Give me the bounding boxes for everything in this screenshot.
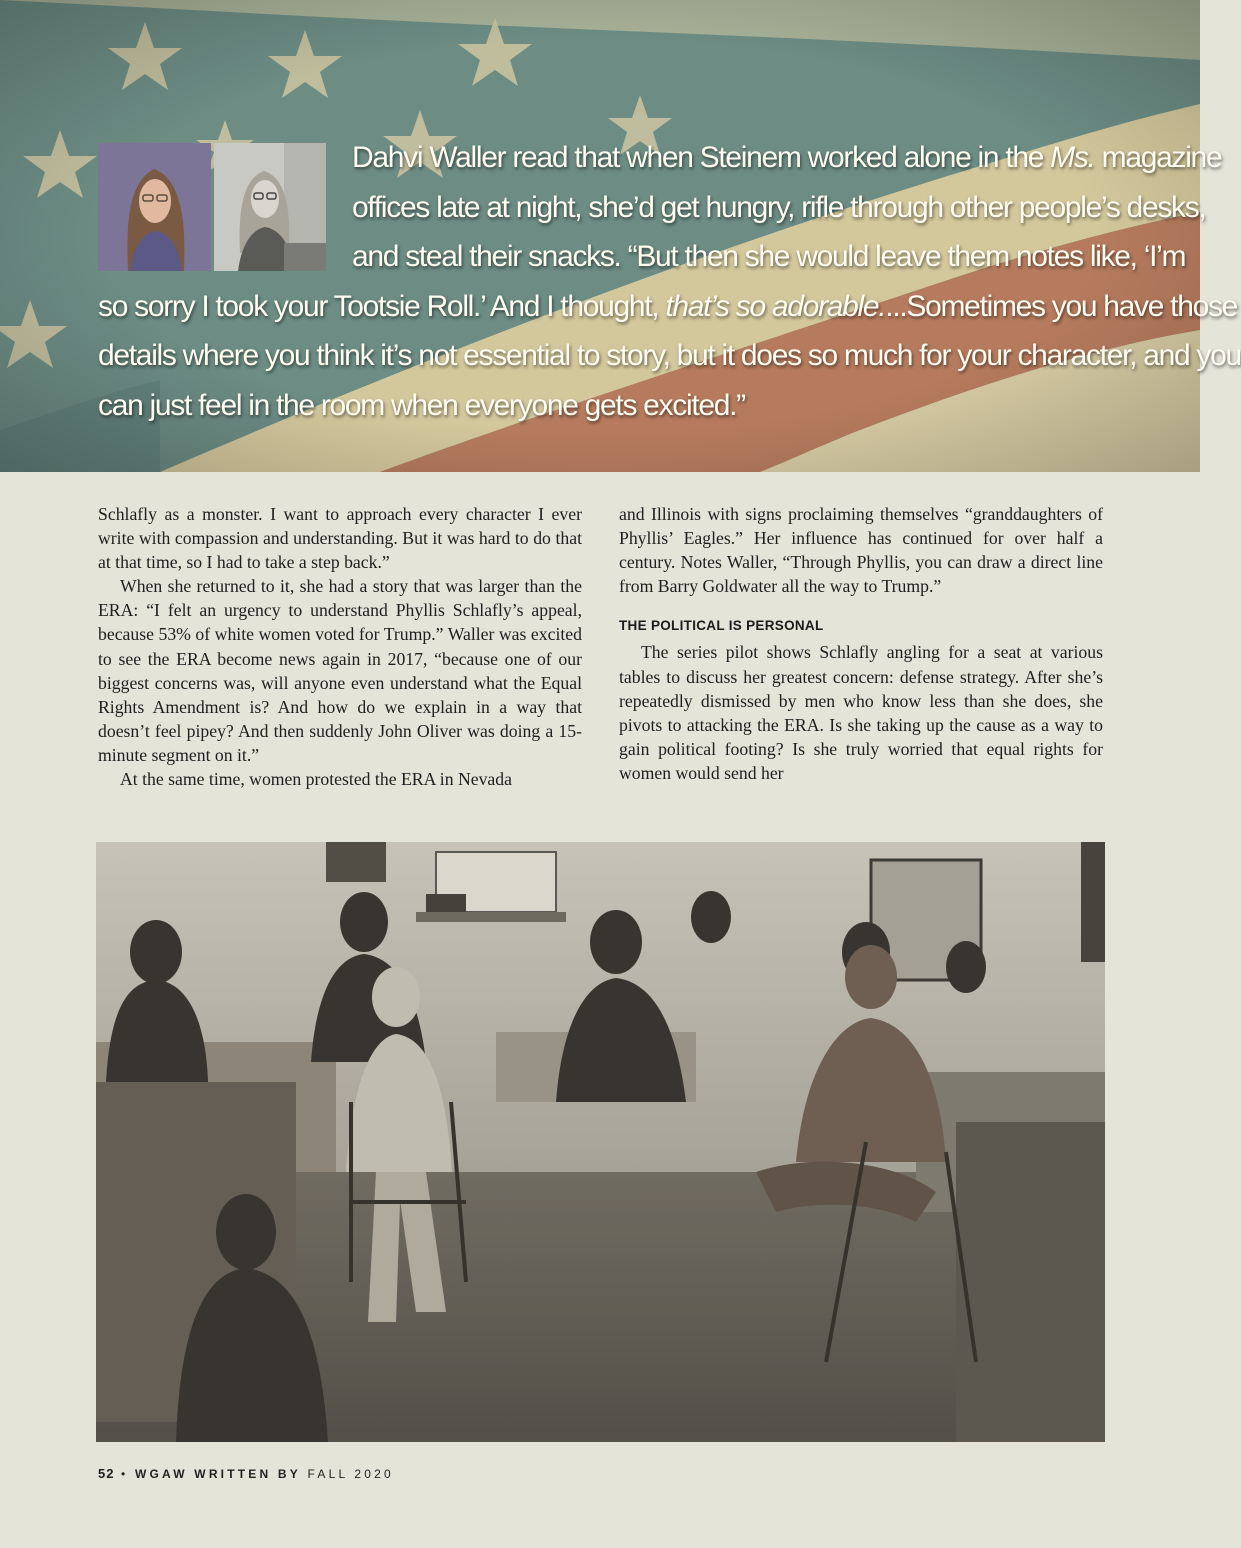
actress-portrait-photo bbox=[98, 143, 211, 271]
ms-magazine-office-photo bbox=[96, 842, 1105, 1442]
character-comparison-photos bbox=[98, 143, 338, 273]
pull-quote-line: Dahvi Waller read that when Steinem worked alone in the Ms. magazine bbox=[352, 141, 1222, 174]
article-column-left bbox=[98, 502, 582, 791]
issue-label: FALL 2020 bbox=[307, 1467, 394, 1481]
publication-name: WGAW WRITTEN BY bbox=[134, 1467, 301, 1481]
article-paragraph: When she returned to it, she had a story that was larger than the ERA: “I felt an urgency to understand Phyllis Schlafly’s appeal, because 53% of white women voted for Trump.” Waller was excited to see the ERA become news again in 2017, “because one of our biggest concerns was, will anyone even understand what the Equal Rights Amendment is? And how do we explain in a way that doesn’t feel pipey? And then suddenly John Oliver was doing a 15-minute segment on it.” bbox=[98, 576, 582, 765]
article-paragraph: Schlafly as a monster. I want to approach every character I ever write with compassion and understanding. But it was hard to do that at that time, so I had to take a step back.” bbox=[98, 504, 582, 573]
pull-quote-line: details where you think it’s not essential to story, but it does so much for your character, and you bbox=[98, 339, 1241, 372]
footer-separator: • bbox=[121, 1467, 129, 1481]
article-paragraph: and Illinois with signs proclaiming themselves “granddaughters of Phyllis’ Eagles.” Her influence has continued for over half a century. Notes Waller, “Through Phyllis, you can draw a direct line from Barry Goldwater all the way to Trump.” bbox=[619, 504, 1103, 597]
article-column-right bbox=[619, 502, 1103, 785]
pull-quote bbox=[98, 133, 1241, 430]
article-paragraph: At the same time, women protested the ERA in Nevada bbox=[120, 769, 512, 790]
historical-portrait-photo bbox=[214, 143, 326, 271]
section-subhead: THE POLITICAL IS PERSONAL bbox=[619, 618, 824, 634]
page-number: 52 bbox=[98, 1466, 115, 1481]
page-footer bbox=[98, 1466, 394, 1481]
article-paragraph: The series pilot shows Schlafly angling for a seat at various tables to discuss her greatest concern: defense strategy. After she’s repeatedly dismissed by men who know less than she does, she pivots to attacking the ERA. Is she taking up the cause as a way to gain political footing? Is she truly worried that equal rights for women would send her bbox=[619, 642, 1103, 783]
pull-quote-line: can just feel in the room when everyone gets excited.” bbox=[98, 388, 745, 422]
pull-quote-banner bbox=[0, 0, 1241, 472]
pull-quote-line: and steal their snacks. “But then she would leave them notes like, ‘I’m bbox=[352, 240, 1186, 273]
pull-quote-line: so sorry I took your Tootsie Roll.’ And I thought, that’s so adorable....Sometimes you have those bbox=[98, 289, 1238, 323]
pull-quote-line: offices late at night, she’d get hungry, rifle through other people’s desks, bbox=[352, 190, 1206, 224]
